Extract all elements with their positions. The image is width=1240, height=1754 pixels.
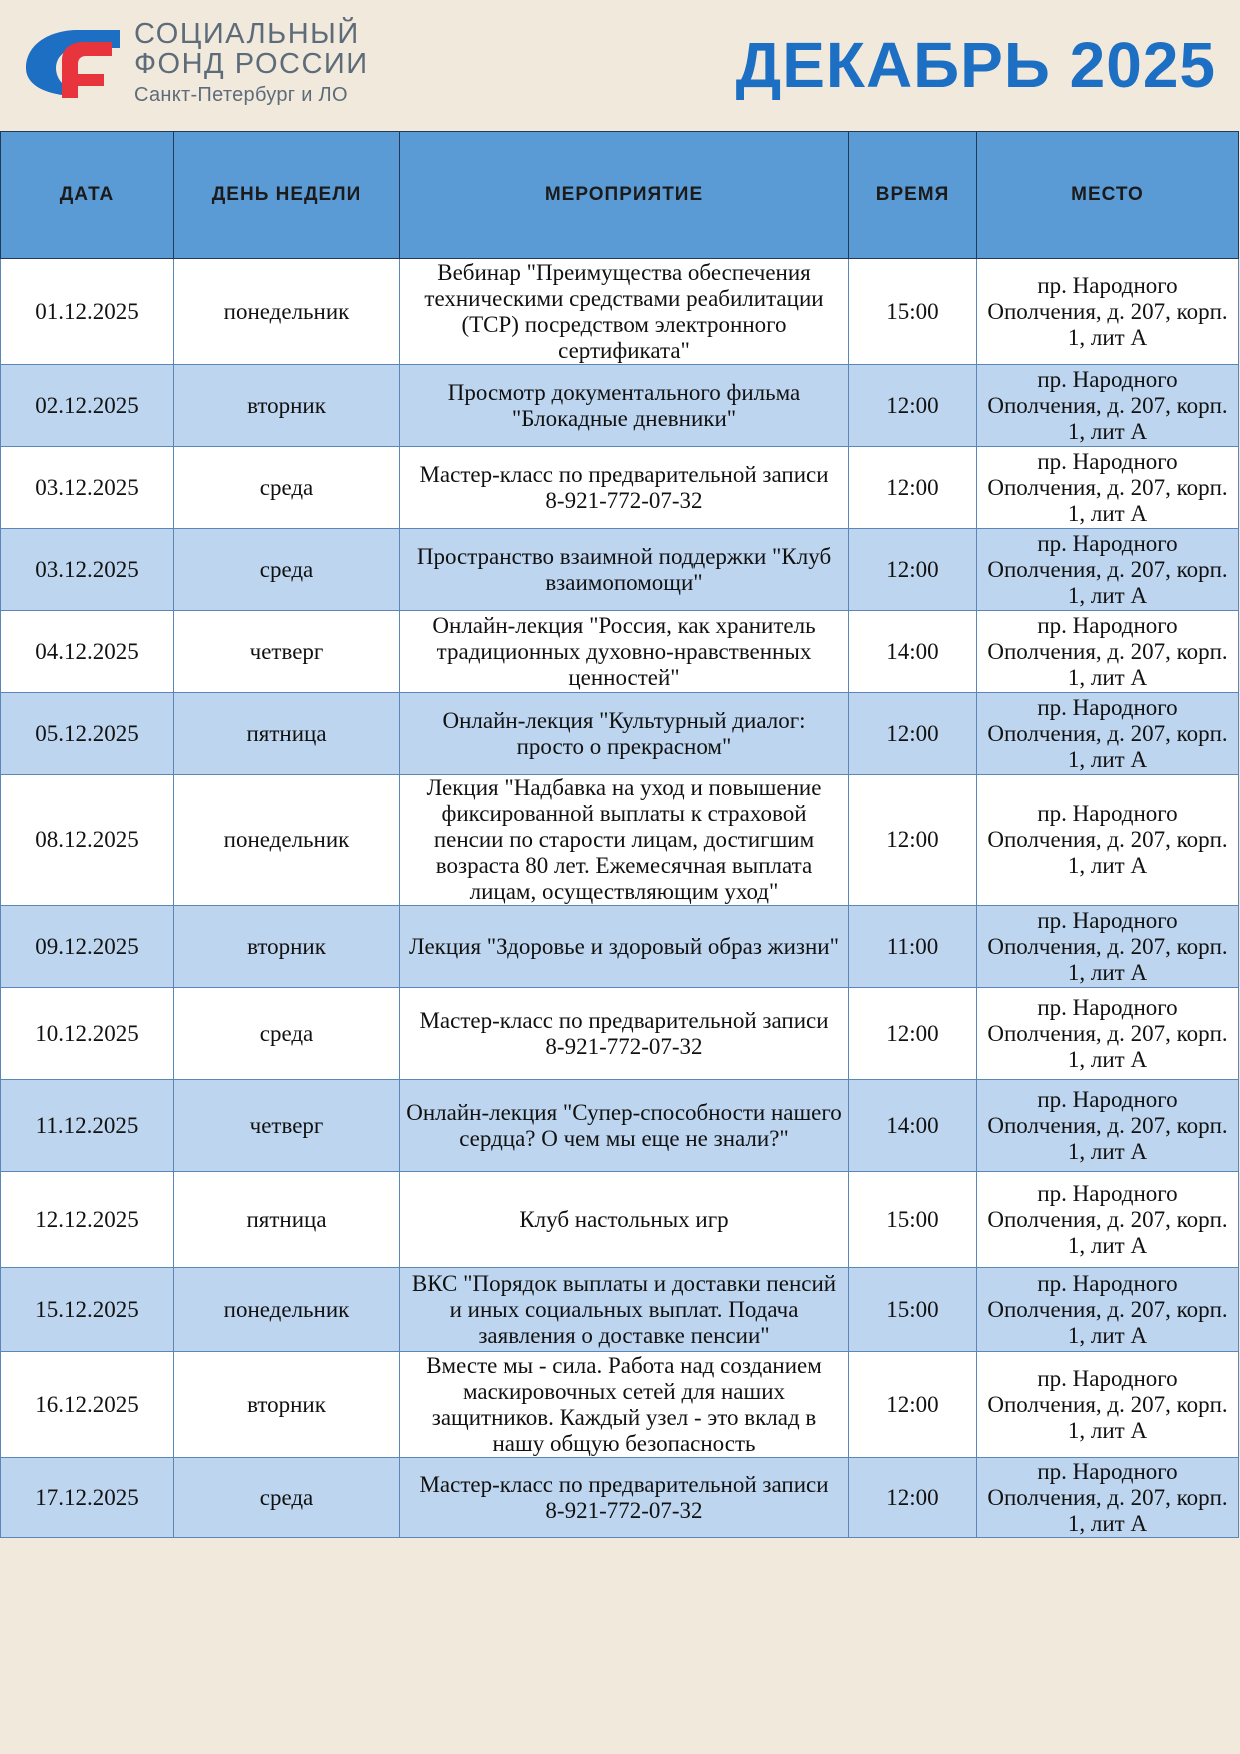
event-cell: Лекция "Здоровье и здоровый образ жизни" — [400, 906, 849, 988]
place-cell: пр. Народного Ополчения, д. 207, корп. 1, лит А — [977, 988, 1239, 1080]
place-cell: пр. Народного Ополчения, д. 207, корп. 1, лит А — [977, 447, 1239, 529]
page-header — [0, 0, 1240, 130]
date-cell: 01.12.2025 — [1, 259, 174, 365]
time-cell: 12:00 — [849, 693, 977, 775]
event-cell: Мастер-класс по предварительной записи 8-921-772-07-32 — [400, 1458, 849, 1538]
table-row — [1, 529, 1239, 611]
table-row — [1, 1458, 1239, 1538]
time-cell: 12:00 — [849, 775, 977, 906]
date-cell: 12.12.2025 — [1, 1172, 174, 1268]
sfr-emblem-icon — [20, 20, 124, 102]
logo-line-2: ФОНД РОССИИ — [134, 48, 369, 80]
time-cell: 12:00 — [849, 447, 977, 529]
weekday-cell: среда — [174, 1458, 400, 1538]
event-cell: Вебинар "Преимущества обеспечения техническими средствами реабилитации (ТСР) посредством электронного сертификата" — [400, 259, 849, 365]
weekday-cell: четверг — [174, 1080, 400, 1172]
events-table — [0, 131, 1239, 1538]
time-cell: 15:00 — [849, 1268, 977, 1352]
event-cell: Онлайн-лекция "Культурный диалог: просто о прекрасном" — [400, 693, 849, 775]
time-cell: 15:00 — [849, 259, 977, 365]
time-cell: 12:00 — [849, 1458, 977, 1538]
date-cell: 17.12.2025 — [1, 1458, 174, 1538]
event-cell: Мастер-класс по предварительной записи 8-921-772-07-32 — [400, 447, 849, 529]
table-row — [1, 1352, 1239, 1458]
place-cell: пр. Народного Ополчения, д. 207, корп. 1, лит А — [977, 1080, 1239, 1172]
table-row — [1, 988, 1239, 1080]
date-cell: 08.12.2025 — [1, 775, 174, 906]
date-cell: 04.12.2025 — [1, 611, 174, 693]
table-row — [1, 611, 1239, 693]
event-cell: Вместе мы - сила. Работа над созданием маскировочных сетей для наших защитников. Каждый узел - это вклад в нашу общую безопасность — [400, 1352, 849, 1458]
date-cell: 03.12.2025 — [1, 447, 174, 529]
place-cell: пр. Народного Ополчения, д. 207, корп. 1, лит А — [977, 1352, 1239, 1458]
time-cell: 12:00 — [849, 529, 977, 611]
date-cell: 15.12.2025 — [1, 1268, 174, 1352]
page-title: ДЕКАБРЬ 2025 — [735, 29, 1216, 101]
logo-line-3: Санкт-Петербург и ЛО — [134, 84, 348, 106]
place-cell: пр. Народного Ополчения, д. 207, корп. 1, лит А — [977, 1172, 1239, 1268]
weekday-cell: среда — [174, 529, 400, 611]
table-body — [1, 259, 1239, 1538]
weekday-cell: вторник — [174, 365, 400, 447]
table-row — [1, 365, 1239, 447]
date-cell: 03.12.2025 — [1, 529, 174, 611]
time-cell: 11:00 — [849, 906, 977, 988]
place-cell: пр. Народного Ополчения, д. 207, корп. 1, лит А — [977, 259, 1239, 365]
weekday-cell: вторник — [174, 906, 400, 988]
event-cell: Клуб настольных игр — [400, 1172, 849, 1268]
column-header-event: МЕРОПРИЯТИЕ — [400, 132, 849, 259]
table-row — [1, 259, 1239, 365]
column-header-weekday: ДЕНЬ НЕДЕЛИ — [174, 132, 400, 259]
sfr-logo — [20, 14, 400, 114]
event-cell: ВКС "Порядок выплаты и доставки пенсий и иных социальных выплат. Подача заявления о доставке пенсии" — [400, 1268, 849, 1352]
table-row — [1, 775, 1239, 906]
weekday-cell: среда — [174, 447, 400, 529]
weekday-cell: вторник — [174, 1352, 400, 1458]
time-cell: 12:00 — [849, 1352, 977, 1458]
table-row — [1, 447, 1239, 529]
event-cell: Онлайн-лекция "Россия, как хранитель традиционных духовно-нравственных ценностей" — [400, 611, 849, 693]
table-row — [1, 1172, 1239, 1268]
date-cell: 11.12.2025 — [1, 1080, 174, 1172]
table-row — [1, 1268, 1239, 1352]
date-cell: 05.12.2025 — [1, 693, 174, 775]
place-cell: пр. Народного Ополчения, д. 207, корп. 1, лит А — [977, 775, 1239, 906]
weekday-cell: пятница — [174, 1172, 400, 1268]
column-header-place: МЕСТО — [977, 132, 1239, 259]
weekday-cell: понедельник — [174, 1268, 400, 1352]
logo-text — [134, 20, 369, 105]
place-cell: пр. Народного Ополчения, д. 207, корп. 1, лит А — [977, 693, 1239, 775]
place-cell: пр. Народного Ополчения, д. 207, корп. 1, лит А — [977, 1458, 1239, 1538]
weekday-cell: четверг — [174, 611, 400, 693]
date-cell: 10.12.2025 — [1, 988, 174, 1080]
event-cell: Лекция "Надбавка на уход и повышение фиксированной выплаты к страховой пенсии по старости лицам, достигшим возраста 80 лет. Ежемесячная выплата лицам, осуществляющим уход" — [400, 775, 849, 906]
table-row — [1, 1080, 1239, 1172]
event-cell: Онлайн-лекция "Супер-способности нашего сердца? О чем мы еще не знали?" — [400, 1080, 849, 1172]
place-cell: пр. Народного Ополчения, д. 207, корп. 1, лит А — [977, 611, 1239, 693]
event-cell: Мастер-класс по предварительной записи 8-921-772-07-32 — [400, 988, 849, 1080]
time-cell: 12:00 — [849, 365, 977, 447]
weekday-cell: понедельник — [174, 259, 400, 365]
event-cell: Пространство взаимной поддержки "Клуб взаимопомощи" — [400, 529, 849, 611]
weekday-cell: пятница — [174, 693, 400, 775]
place-cell: пр. Народного Ополчения, д. 207, корп. 1, лит А — [977, 529, 1239, 611]
time-cell: 14:00 — [849, 611, 977, 693]
table-row — [1, 906, 1239, 988]
date-cell: 02.12.2025 — [1, 365, 174, 447]
column-header-date: ДАТА — [1, 132, 174, 259]
time-cell: 12:00 — [849, 988, 977, 1080]
place-cell: пр. Народного Ополчения, д. 207, корп. 1, лит А — [977, 906, 1239, 988]
table-row — [1, 693, 1239, 775]
table-header-row — [1, 132, 1239, 259]
date-cell: 09.12.2025 — [1, 906, 174, 988]
time-cell: 15:00 — [849, 1172, 977, 1268]
weekday-cell: среда — [174, 988, 400, 1080]
weekday-cell: понедельник — [174, 775, 400, 906]
place-cell: пр. Народного Ополчения, д. 207, корп. 1, лит А — [977, 365, 1239, 447]
column-header-time: ВРЕМЯ — [849, 132, 977, 259]
event-cell: Просмотр документального фильма "Блокадные дневники" — [400, 365, 849, 447]
date-cell: 16.12.2025 — [1, 1352, 174, 1458]
place-cell: пр. Народного Ополчения, д. 207, корп. 1, лит А — [977, 1268, 1239, 1352]
logo-line-1: СОЦИАЛЬНЫЙ — [134, 18, 360, 50]
time-cell: 14:00 — [849, 1080, 977, 1172]
